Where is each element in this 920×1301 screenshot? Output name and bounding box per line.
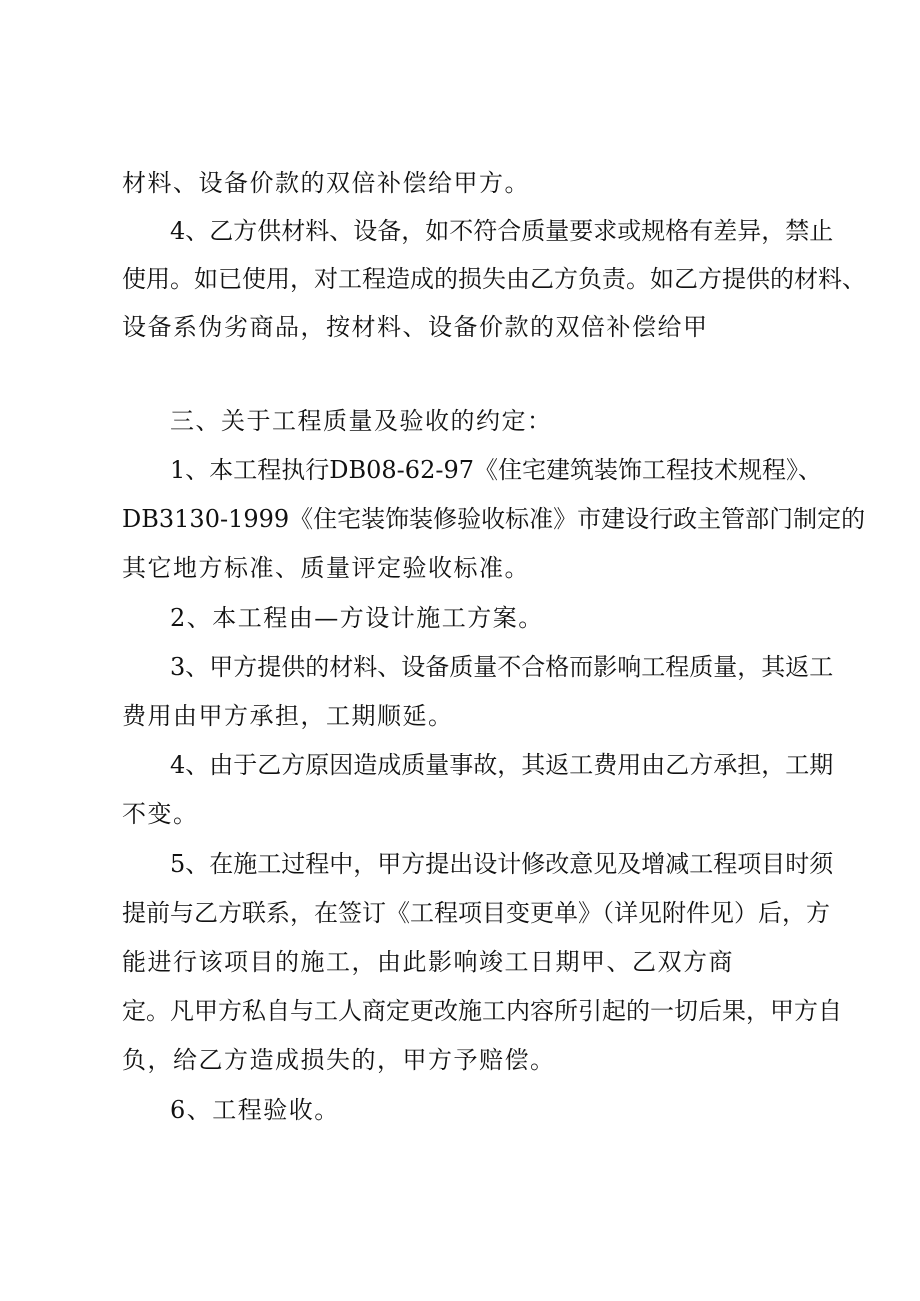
text-line: 负，给乙方造成损失的，甲方予赔偿。 — [122, 1046, 556, 1074]
text-line: 设备系伪劣商品，按材料、设备价款的双倍补偿给甲 — [122, 313, 709, 341]
text-line: 费用由甲方承担，工期顺延。 — [122, 702, 454, 730]
section-heading: 三、关于工程质量及验收的约定： — [170, 407, 553, 435]
text-line: DB3130-1999《住宅装饰装修验收标准》市建设行政主管部门制定的 — [122, 505, 866, 533]
text-line: 3、甲方提供的材料、设备质量不合格而影响工程质量，其返工 — [170, 653, 834, 681]
text-line: 能进行该项目的施工，由此影响竣工日期甲、乙双方商 — [122, 948, 734, 976]
text-line: 2、本工程由—方设计施工方案。 — [170, 604, 544, 632]
text-line: 定。凡甲方私自与工人商定更改施工内容所引起的一切后果，甲方自 — [122, 997, 842, 1025]
text-line: 5、在施工过程中，甲方提出设计修改意见及增减工程项目时须 — [170, 850, 834, 878]
text-line: 6、工程验收。 — [170, 1096, 340, 1124]
text-line: 不变。 — [122, 800, 199, 828]
text-line: 材料、设备价款的双倍补偿给甲方。 — [122, 169, 530, 197]
text-line: 其它地方标准、质量评定验收标准。 — [122, 554, 530, 582]
text-line: 1、本工程执行DB08-62-97《住宅建筑装饰工程技术规程》、 — [170, 456, 822, 484]
text-line: 4、乙方供材料、设备，如不符合质量要求或规格有差异，禁止 — [170, 217, 834, 245]
text-line: 提前与乙方联系，在签订《工程项目变更单》（详见附件见）后，方 — [122, 899, 830, 927]
text-line: 使用。如已使用，对工程造成的损失由乙方负责。如乙方提供的材料、 — [122, 265, 866, 293]
text-line: 4、由于乙方原因造成质量事故，其返工费用由乙方承担，工期 — [170, 751, 834, 779]
